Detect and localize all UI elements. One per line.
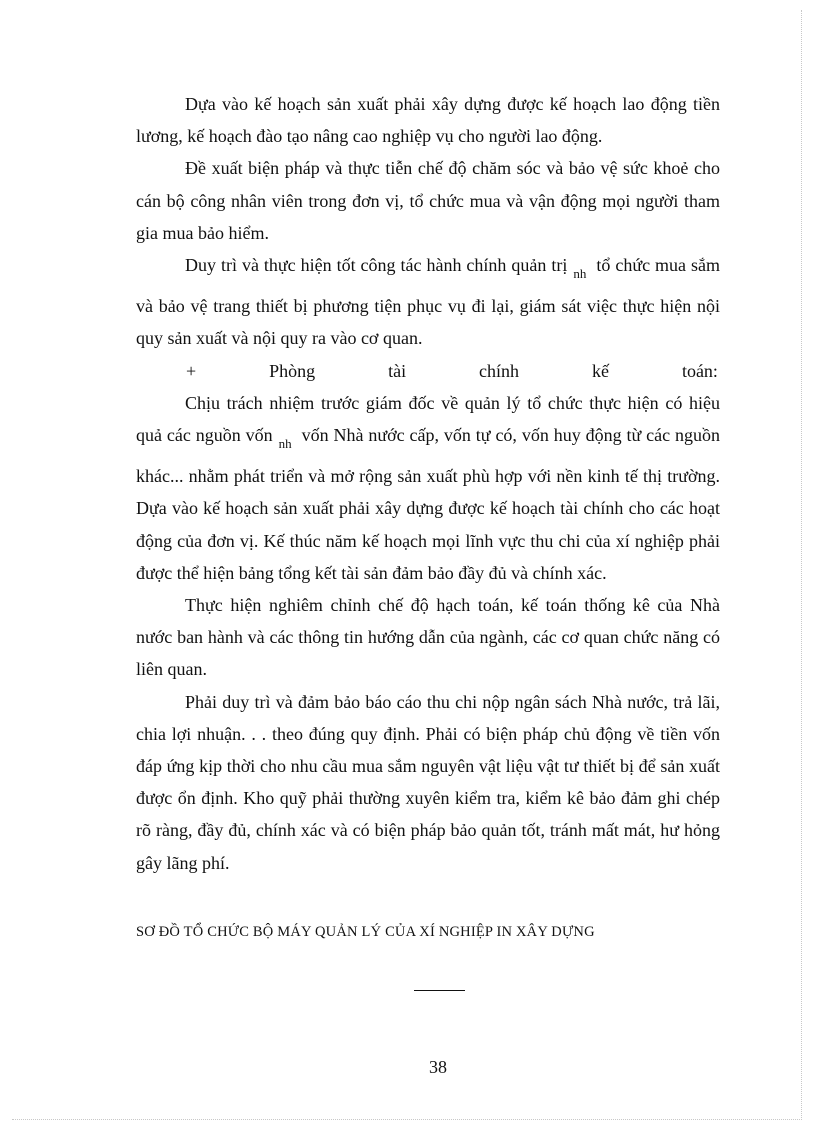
paragraph-administration-part2: tổ chức mua sắm và bảo vệ trang thiết bị phương tiện phục vụ đi lại, giám sát việc thực hiện nội quy sản xuất và nội quy ra vào cơ quan. xyxy=(136,255,720,349)
paragraph-finance-responsibility xyxy=(136,387,720,589)
section-heading-finance xyxy=(136,355,720,387)
paragraph-finance-part2: vốn Nhà nước cấp, vốn tự có, vốn huy động từ các nguồn khác... nhằm phát triển và mở rộng sản xuất phù hợp với nền kinh tế thị trường. Dựa vào kế hoạch sản xuất phải xây dựng được kế hoạch tài chính cho các hoạt động của đơn vị. Kế thúc năm kế hoạch mọi lĩnh vực thu chi của xí nghiệp phải được thể hiện bảng tổng kết tài sản đảm bảo đầy đủ và chính xác. xyxy=(136,425,720,583)
paragraph-administration-part1: Duy trì và thực hiện tốt công tác hành chính quản trị xyxy=(185,255,568,276)
paragraph-budget: Phải duy trì và đảm bảo báo cáo thu chi nộp ngân sách Nhà nước, trả lãi, chia lợi nhuận. . . theo đúng quy định. Phải có biện pháp chủ động về tiền vốn đáp ứng kịp thời cho nhu cầu mua sắm nguyên vật liệu vật tư thiết bị để sản xuất được ổn định. Kho quỹ phải thường xuyên kiểm tra, kiểm kê bảo đảm ghi chép rõ ràng, đầy đủ, chính xác và có biện pháp bảo quản tốt, tránh mất mát, hư hỏng gây lãng phí. xyxy=(136,691,720,873)
page-number: 38 xyxy=(429,1057,447,1077)
paragraph-labor-plan: Dựa vào kế hoạch sản xuất phải xây dựng được kế hoạch lao động tiền lương, kế hoạch đào tạo nâng cao nghiệp vụ cho người lao động. xyxy=(136,94,720,147)
paragraph-finance-part1: Chịu trách nhiệm trước giám đốc về quản lý tổ chức thực hiện có hiệu quả các nguồn vốn xyxy=(136,392,720,446)
heading-word: Phòng xyxy=(269,360,316,381)
divider-line xyxy=(414,990,465,991)
subscript-artifact: nh xyxy=(278,436,292,452)
heading-bullet: + xyxy=(186,360,197,381)
subscript-artifact: nh xyxy=(573,266,587,282)
org-chart-title: SƠ ĐỒ TỔ CHỨC BỘ MÁY QUẢN LÝ CỦA XÍ NGHIỆP IN XÂY DỰNG xyxy=(136,924,595,940)
heading-word: kế xyxy=(591,360,609,381)
document-body xyxy=(136,88,720,879)
heading-word: toán: xyxy=(681,360,718,381)
paragraph-accounting: Thực hiện nghiêm chỉnh chế độ hạch toán, kế toán thống kê của Nhà nước ban hành và các thông tin hướng dẫn của ngành, các cơ quan chức năng có liên quan. xyxy=(136,595,720,680)
heading-word: tài xyxy=(388,360,407,381)
paragraph-health-care: Đề xuất biện pháp và thực tiễn chế độ chăm sóc và bảo vệ sức khoẻ cho cán bộ công nhân viên trong đơn vị, tổ chức mua và vận động mọi người tham gia mua bảo hiểm. xyxy=(136,158,720,243)
paragraph-administration xyxy=(136,249,720,355)
heading-word: chính xyxy=(479,360,520,381)
